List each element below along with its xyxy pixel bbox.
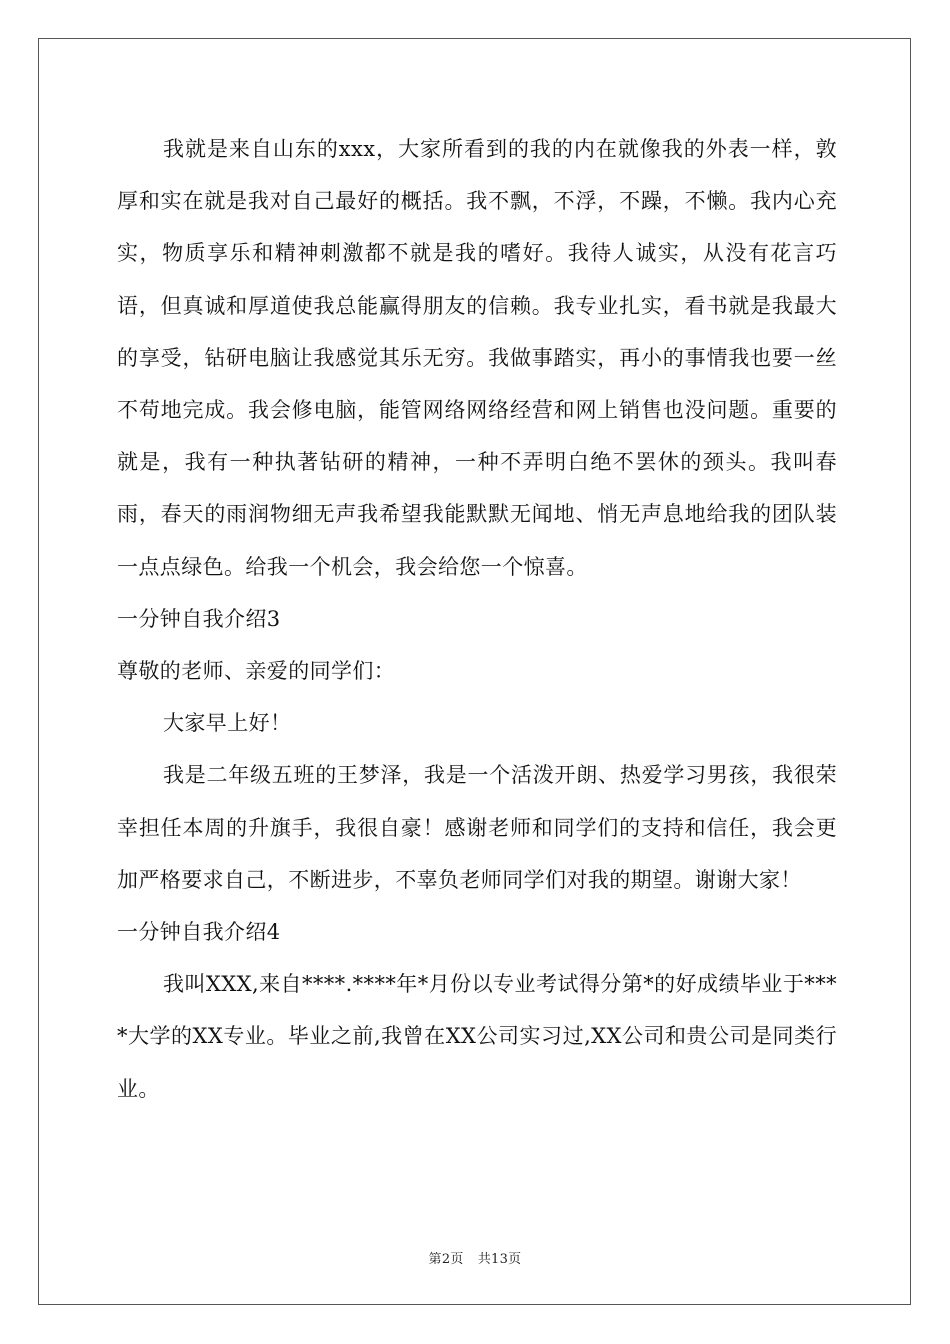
paragraph-self-intro-3: 我是二年级五班的王梦泽，我是一个活泼开朗、热爱学习男孩，我很荣幸担任本周的升旗手，我很自豪！感谢老师和同学们的支持和信任，我会更加严格要求自己，不断进步，不辜负老师同学们对我的期望。谢谢大家！ xyxy=(117,763,837,892)
page-footer xyxy=(0,1248,950,1267)
salutation: 尊敬的老师、亲爱的同学们： xyxy=(117,659,396,684)
page-number: 第2页 xyxy=(428,1252,464,1267)
heading-self-intro-4: 一分钟自我介绍4 xyxy=(117,920,281,945)
document-body xyxy=(117,123,837,1115)
page-total: 共13页 xyxy=(477,1252,522,1267)
paragraph-self-intro-4: 我叫XXX,来自****.****年*月份以专业考试得分第*的好成绩毕业于****大学的XX专业。毕业之前,我曾在XX公司实习过,XX公司和贵公司是同类行业。 xyxy=(117,972,837,1101)
greeting: 大家早上好！ xyxy=(163,711,292,736)
paragraph-self-intro-2: 我就是来自山东的xxx，大家所看到的我的内在就像我的外表一样，敦厚和实在就是我对自己最好的概括。我不飘，不浮，不躁，不懒。我内心充实，物质享乐和精神刺激都不就是我的嗜好。我待人诚实，从没有花言巧语，但真诚和厚道使我总能赢得朋友的信赖。我专业扎实，看书就是我最大的享受，钻研电脑让我感觉其乐无穷。我做事踏实，再小的事情我也要一丝不苟地完成。我会修电脑，能管网络网络经营和网上销售也没问题。重要的就是，我有一种执著钻研的精神，一种不弄明白绝不罢休的颈头。我叫春雨，春天的雨润物细无声我希望我能默默无闻地、悄无声息地给我的团队装一点点绿色。给我一个机会，我会给您一个惊喜。 xyxy=(117,137,837,579)
heading-self-intro-3: 一分钟自我介绍3 xyxy=(117,606,281,631)
